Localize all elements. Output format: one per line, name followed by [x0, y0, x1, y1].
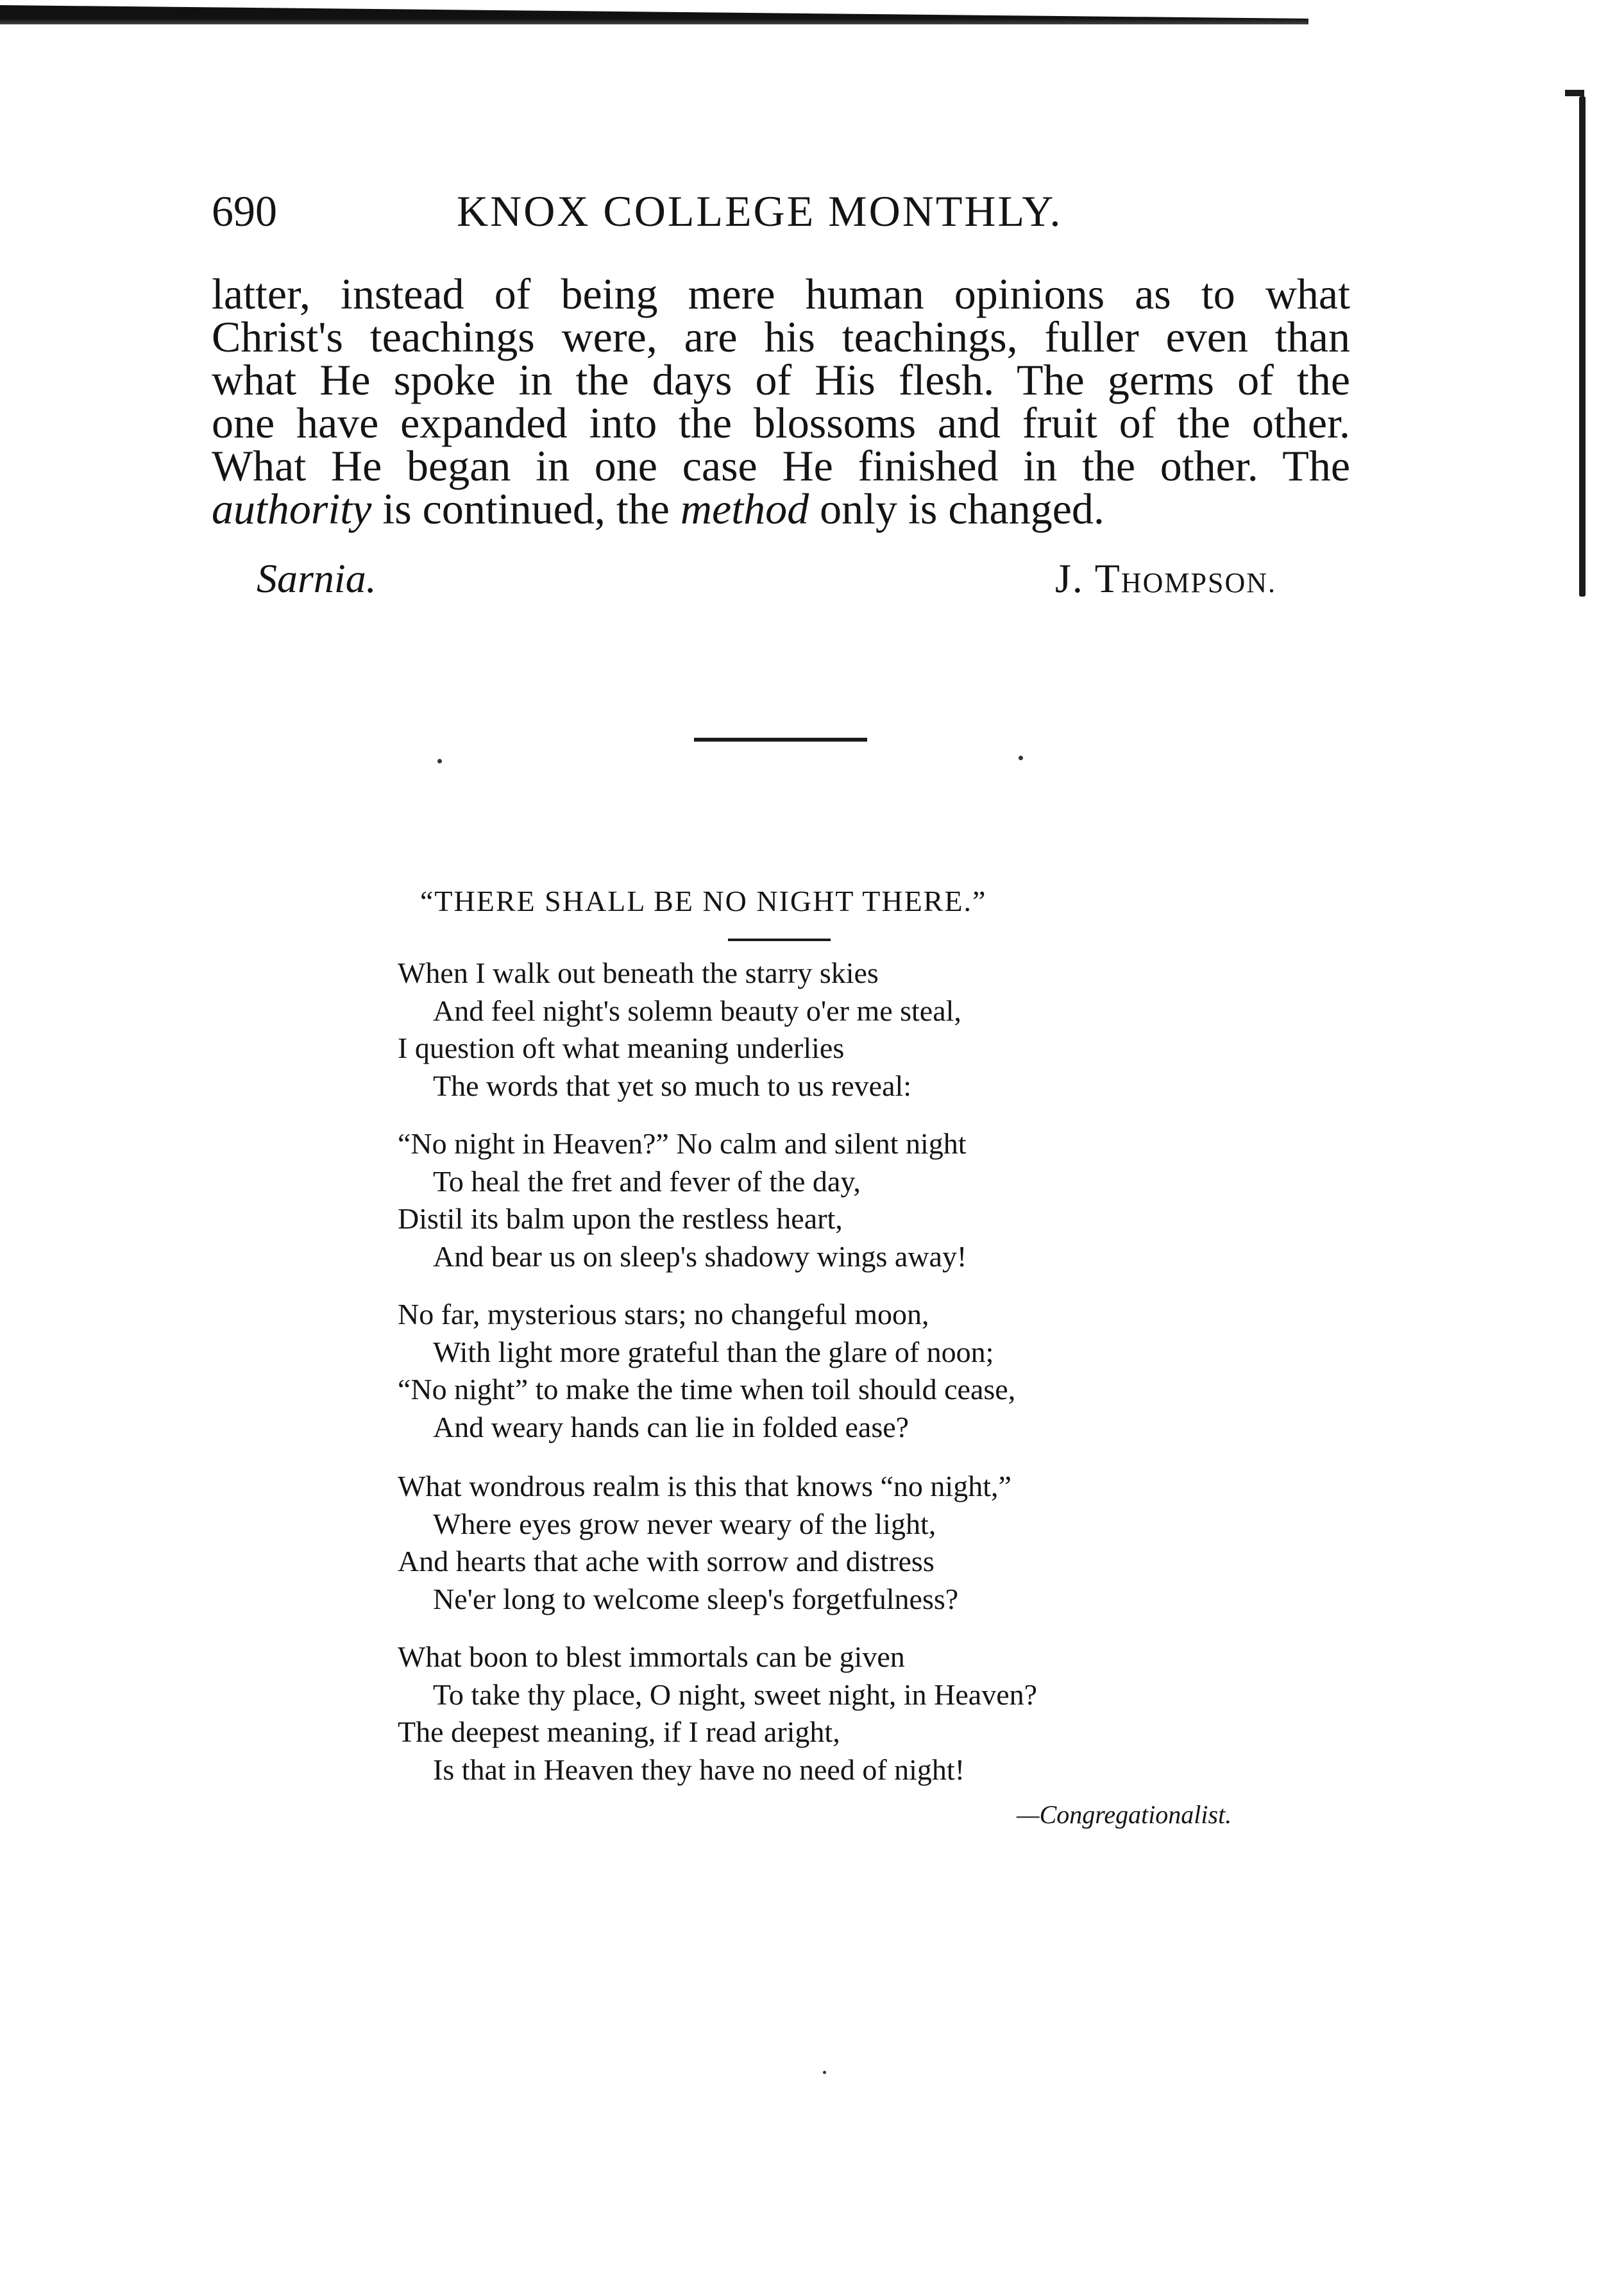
author-surname-smallcaps: HOMPSON. — [1121, 567, 1277, 599]
author-initial: J. T — [1055, 556, 1121, 601]
verse-line: Distil its balm upon the restless heart, — [398, 1202, 843, 1235]
section-divider — [694, 738, 867, 742]
poem-stanza — [398, 955, 961, 1105]
verse-line: What boon to blest immortals can be given — [398, 1640, 905, 1673]
text-fragment: only is changed. — [809, 484, 1104, 533]
article-line: What He began in one case He finished in the other. The — [212, 441, 1350, 490]
article-line: latter, instead of being mere human opinions as to what — [212, 269, 1350, 318]
article-text — [212, 269, 1350, 533]
page-edge-mark — [1579, 96, 1586, 597]
verse-line: I question oft what meaning underlies — [398, 1032, 845, 1064]
poem-title: “THERE SHALL BE NO NIGHT THERE.” — [420, 885, 987, 917]
ink-speck — [823, 2071, 826, 2074]
verse-line: The words that yet so much to us reveal: — [433, 1069, 912, 1102]
verse-line: Is that in Heaven they have no need of night! — [433, 1753, 965, 1786]
poem-credit: —Congregationalist. — [1017, 1800, 1232, 1829]
article-line: what He spoke in the days of His flesh. The germs of the — [212, 355, 1350, 404]
verse-line: Ne'er long to welcome sleep's forgetfulness? — [433, 1582, 959, 1615]
poem-title-rule — [728, 939, 831, 941]
verse-line: What wondrous realm is this that knows “no night,” — [398, 1470, 1011, 1502]
poem-stanza — [398, 1125, 967, 1275]
verse-line: The deepest meaning, if I read aright, — [398, 1715, 840, 1748]
page-edge-mark-tip — [1565, 90, 1584, 96]
verse-line: When I walk out beneath the starry skies — [398, 957, 879, 989]
poem-stanza — [398, 1296, 1015, 1446]
verse-line: To take thy place, O night, sweet night, in Heaven? — [433, 1678, 1038, 1711]
signature-place: Sarnia. — [257, 556, 376, 601]
verse-line: With light more grateful than the glare of noon; — [433, 1335, 994, 1368]
page-number: 690 — [212, 187, 277, 235]
poem-stanza — [398, 1468, 1011, 1618]
article-line: Christ's teachings were, are his teachings, fuller even than — [212, 312, 1350, 361]
verse-line: And bear us on sleep's shadowy wings away! — [433, 1239, 967, 1273]
top-scan-rule — [0, 5, 1308, 24]
article-line-last — [212, 484, 1350, 533]
italic-method: method — [680, 484, 809, 533]
poem-stanza — [398, 1638, 1037, 1789]
verse-line: And feel night's solemn beauty o'er me steal, — [433, 994, 961, 1027]
verse-line: “No night in Heaven?” No calm and silent night — [398, 1127, 967, 1160]
signature-author — [1055, 555, 1276, 602]
verse-line: And hearts that ache with sorrow and distress — [398, 1545, 935, 1577]
verse-line: And weary hands can lie in folded ease? — [433, 1410, 909, 1443]
running-title: KNOX COLLEGE MONTHLY. — [457, 187, 1063, 235]
text-fragment: is continued, the — [371, 484, 681, 533]
ink-speck — [437, 759, 442, 763]
verse-line: No far, mysterious stars; no changeful moon, — [398, 1298, 929, 1331]
verse-line: Where eyes grow never weary of the light, — [433, 1507, 936, 1540]
verse-line: “No night” to make the time when toil should cease, — [398, 1373, 1016, 1406]
article-line: one have expanded into the blossoms and fruit of the other. — [212, 398, 1350, 447]
verse-line: To heal the fret and fever of the day, — [433, 1164, 861, 1198]
italic-authority: authority — [212, 484, 372, 533]
ink-speck — [1019, 756, 1023, 760]
